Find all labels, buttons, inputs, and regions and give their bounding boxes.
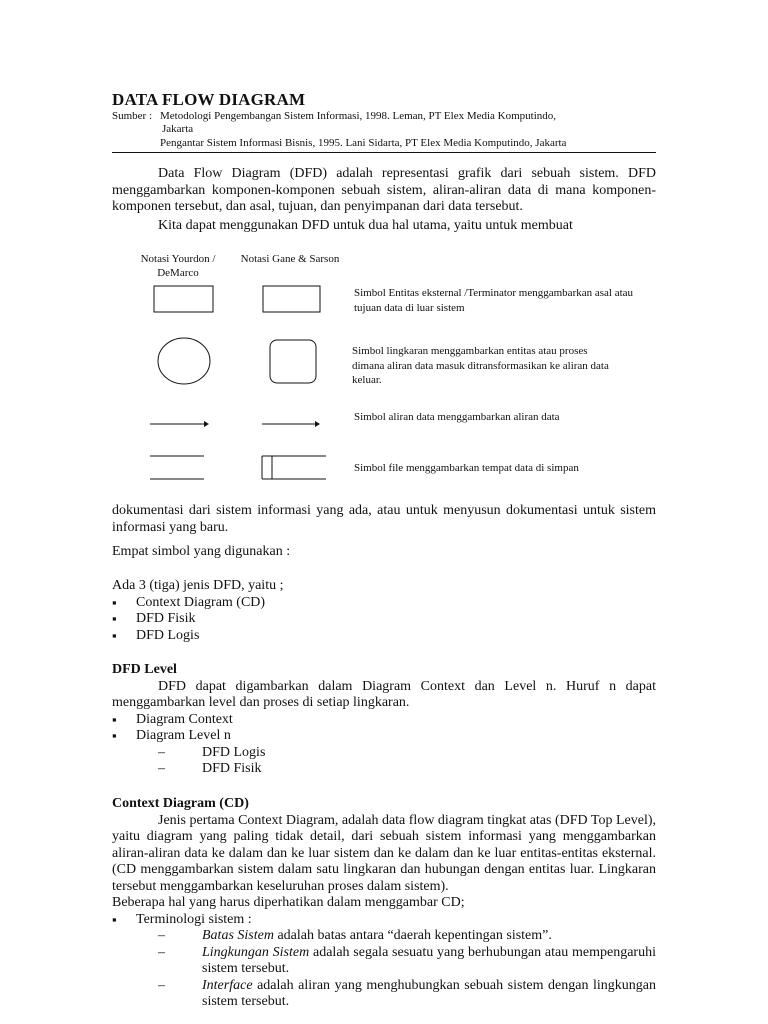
dfd-level-heading: DFD Level — [112, 662, 177, 677]
context-diagram-section — [112, 796, 656, 1011]
header-gane-sarson: Notasi Gane & Sarson — [240, 253, 340, 265]
jenis-dfd-list — [112, 595, 656, 645]
list-item: – DFD Fisik — [112, 761, 656, 778]
dfd-notation-diagram — [112, 250, 656, 490]
jenis-dfd-section — [112, 578, 656, 644]
beberapa-line: Beberapa hal yang harus diperhatikan dalam menggambar CD; — [112, 895, 465, 910]
term-name: Interface — [202, 977, 253, 993]
list-item: ▪ Terminologi sistem : — [112, 912, 656, 929]
source-label: Sumber : — [112, 110, 153, 122]
term-batas-sistem: – Batas Sistem adalah batas antara “daerah kepentingan sistem”. — [158, 928, 552, 943]
desc-process: Simbol lingkaran menggambarkan entitas atau proses dimana aliran data masuk ditransformasikan ke aliran data keluar. — [352, 345, 609, 386]
term-definition: adalah aliran yang menghubungkan sebuah sistem dengan lingkungan sistem tersebut. — [202, 977, 656, 1009]
term-definition: adalah segala sesuatu yang berhubungan atau mempengaruhi sistem tersebut. — [202, 944, 656, 976]
dfd-level-section — [112, 662, 656, 778]
desc-store: Simbol file menggambarkan tempat data di simpan — [354, 462, 579, 474]
list-item: ▪ Context Diagram (CD) — [112, 595, 656, 612]
source-line-1-continued: Jakarta — [162, 123, 194, 135]
jenis-dfd-intro: Ada 3 (tiga) jenis DFD, yaitu ; — [112, 578, 284, 593]
term-name: Lingkungan Sistem — [202, 944, 310, 960]
entity-symbol-gane — [263, 286, 320, 312]
list-item: ▪ Diagram Context — [112, 712, 656, 729]
desc-flow: Simbol aliran data menggambarkan aliran data — [354, 411, 560, 423]
entity-symbol-yourdon — [154, 286, 213, 312]
intro-paragraph-2: Kita dapat menggunakan DFD untuk dua hal utama, yaitu untuk membuat — [158, 218, 573, 233]
source-line-1: Metodologi Pengembangan Sistem Informasi, 1998. Leman, PT Elex Media Komputindo, — [160, 110, 557, 122]
term-interface: – Interface adalah aliran yang menghubungkan sebuah sistem dengan lingkungan sistem tersebut. — [158, 977, 656, 1009]
intro-paragraph-1: Data Flow Diagram (DFD) adalah representasi grafik dari sebuah sistem. DFD menggambarkan komponen-komponen sebuah sistem, aliran-aliran data di mana komponen-komponen tersebut, dan asal, tujuan, dan penyimpanan dari data tersebut. — [112, 166, 656, 214]
list-item: ▪ Diagram Level n — [112, 728, 656, 745]
header-yourdon-demarco: Notasi Yourdon / DeMarco — [140, 253, 216, 279]
desc-entity: Simbol Entitas eksternal /Terminator menggambarkan asal atau tujuan data di luar sistem — [354, 287, 634, 314]
flow-arrowhead-yourdon — [204, 421, 209, 427]
process-symbol-gane — [270, 340, 316, 383]
term-definition: adalah batas antara “daerah kepentingan sistem”. — [273, 928, 552, 943]
empat-simbol-line: Empat simbol yang digunakan : — [112, 544, 291, 559]
header-divider — [112, 152, 656, 153]
list-item: ▪ DFD Fisik — [112, 611, 656, 628]
dfd-level-sublist — [112, 745, 656, 778]
flow-arrowhead-gane — [315, 421, 320, 427]
process-symbol-yourdon — [158, 338, 210, 384]
after-diagram-paragraph: dokumentasi dari sistem informasi yang ada, atau untuk menyusun dokumentasi untuk sistem informasi yang baru. — [112, 503, 656, 535]
dfd-level-text: DFD dapat digambarkan dalam Diagram Context dan Level n. Huruf n dapat menggambarkan level dan proses di setiap lingkaran. — [112, 678, 656, 710]
terminologi-list — [112, 912, 656, 929]
list-item: – DFD Logis — [112, 745, 656, 762]
term-lingkungan-sistem: – Lingkungan Sistem adalah segala sesuatu yang berhubungan atau mempengaruhi sistem tersebut. — [158, 944, 656, 976]
term-name: Batas Sistem — [202, 928, 274, 943]
source-line-2: Pengantar Sistem Informasi Bisnis, 1995. Lani Sidarta, PT Elex Media Komputindo, Jakarta — [160, 137, 567, 149]
document-title: DATA FLOW DIAGRAM — [112, 90, 306, 109]
list-item: ▪ DFD Logis — [112, 628, 656, 645]
context-diagram-heading: Context Diagram (CD) — [112, 796, 249, 811]
context-diagram-text: Jenis pertama Context Diagram, adalah data flow diagram tingkat atas (DFD Top Level), yaitu diagram yang paling tidak detail, dari sebuah sistem informasi yang menggambarkan aliran-aliran data ke dalam dan ke luar sistem dan ke dalam dan ke luar entitas-entitas eksternal. (CD menggambarkan sistem dalam satu lingkaran dan hubungan dengan entitas luar. Lingkaran tersebut menggambarkan keseluruhan proses dalam sistem). — [112, 812, 656, 894]
dfd-level-list — [112, 712, 656, 745]
